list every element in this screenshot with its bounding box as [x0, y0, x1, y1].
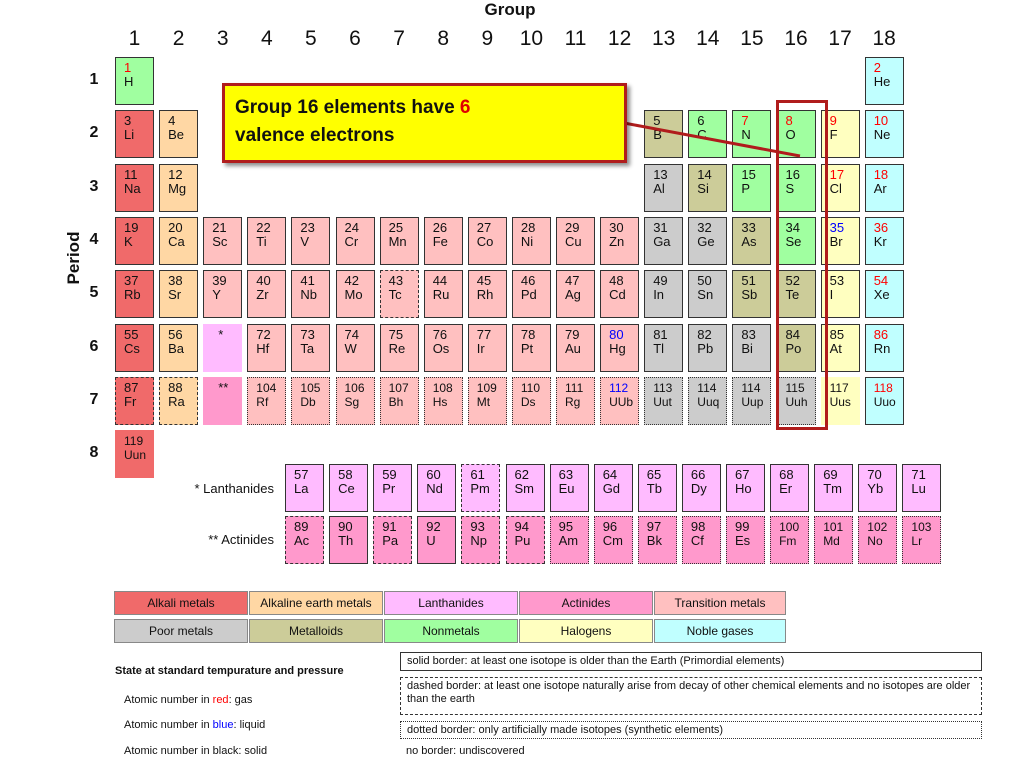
legend-alkaline-earth-metals: Alkaline earth metals	[249, 591, 383, 615]
atomic-number: 18	[873, 166, 889, 182]
atomic-number: 115	[785, 380, 805, 395]
element-symbol: Pb	[697, 340, 714, 356]
element-symbol: Uut	[653, 394, 672, 409]
element-symbol: Ni	[520, 233, 534, 249]
state-gas-suffix: : gas	[228, 694, 253, 706]
legend-halogens: Halogens	[519, 619, 653, 643]
atomic-number: 78	[520, 326, 536, 342]
group-number-9: 9	[481, 27, 494, 50]
element-symbol: H	[124, 74, 134, 89]
element-symbol: Uuq	[697, 394, 720, 409]
element-symbol: Mt	[476, 394, 491, 409]
atomic-number: 41	[300, 273, 315, 289]
atomic-number: 15	[741, 166, 756, 182]
period-axis-title: Period	[64, 231, 83, 285]
element-symbol: Y	[212, 287, 221, 303]
element-symbol: Nd	[426, 481, 443, 496]
callout-line-2: valence electrons	[235, 125, 395, 146]
callout-connector-line	[624, 123, 800, 156]
element-symbol: UUb	[609, 394, 634, 409]
period-number-3: 3	[89, 177, 99, 195]
element-symbol: Fr	[124, 393, 137, 409]
element-symbol: Tl	[653, 340, 665, 356]
atomic-number: 95	[558, 519, 574, 534]
element-symbol: In	[653, 287, 665, 303]
atomic-number: 13	[653, 166, 668, 182]
atomic-number: 75	[388, 326, 404, 342]
element-symbol: B	[653, 127, 662, 143]
group-axis-title: Group	[484, 0, 536, 19]
state-legend-title: State at standard tempurature and pressure	[115, 665, 344, 677]
period-number-1: 1	[89, 71, 99, 88]
atomic-number: 82	[697, 326, 712, 342]
atomic-number: 100	[779, 520, 800, 534]
group-number-2: 2	[172, 27, 185, 50]
element-symbol: Cd	[609, 287, 626, 303]
element-symbol: Es	[735, 533, 751, 548]
element-symbol: Si	[697, 180, 709, 196]
element-symbol: Pm	[470, 481, 490, 496]
state-gas-color-word: red	[212, 694, 229, 706]
atomic-number: 113	[653, 380, 673, 395]
group-number-6: 6	[349, 27, 361, 50]
element-symbol: Er	[779, 481, 793, 496]
element-symbol: Np	[470, 533, 488, 548]
atomic-number: 72	[256, 326, 271, 342]
atomic-number: 50	[697, 273, 712, 289]
legend-transition-metals: Transition metals	[654, 591, 786, 615]
group-number-5: 5	[305, 27, 317, 50]
atomic-number: 39	[212, 273, 227, 289]
group-number-11: 11	[564, 27, 587, 50]
group-number-1: 1	[128, 27, 141, 50]
element-symbol: O	[785, 127, 796, 143]
element-symbol: Bi	[741, 340, 753, 356]
atomic-number: 99	[735, 519, 750, 534]
element-symbol: Na	[124, 180, 141, 196]
element-symbol: Cm	[602, 533, 623, 548]
element-symbol: Be	[168, 127, 184, 143]
atomic-number: 83	[741, 326, 756, 342]
element-symbol: Lr	[911, 534, 923, 548]
state-liquid-prefix: Atomic number in	[124, 719, 213, 731]
atomic-number: 81	[653, 326, 668, 342]
group-number-13: 13	[652, 27, 676, 50]
callout-highlight-number: 6	[459, 97, 471, 118]
element-symbol: Sm	[514, 481, 534, 496]
element-symbol: Te	[785, 287, 800, 303]
atomic-number: 20	[168, 219, 183, 235]
atomic-number: 45	[476, 273, 492, 289]
atomic-number: 84	[785, 326, 800, 342]
element-symbol: U	[426, 533, 436, 548]
element-symbol: Dy	[690, 481, 707, 496]
state-liquid-suffix: : liquid	[233, 719, 266, 731]
atomic-number: 112	[609, 380, 629, 395]
atomic-number: 10	[873, 113, 889, 129]
atomic-number: 33	[741, 219, 756, 235]
atomic-number: 111	[565, 380, 584, 395]
atomic-number: 70	[867, 467, 882, 482]
element-symbol: W	[344, 340, 357, 356]
element-symbol: As	[741, 233, 757, 249]
element-symbol: Hg	[609, 340, 626, 356]
atomic-number: 16	[785, 166, 800, 182]
legend-poor-metals: Poor metals	[114, 619, 248, 643]
atomic-number: 60	[426, 467, 441, 482]
element-symbol: C	[697, 127, 707, 143]
legend-metalloids: Metalloids	[249, 619, 383, 643]
element-symbol: Sr	[168, 287, 182, 303]
atomic-number: 119	[124, 434, 144, 449]
atomic-number: 30	[609, 219, 624, 235]
element-symbol: Cf	[690, 533, 704, 548]
element-symbol: Rb	[124, 287, 141, 303]
group-number-18: 18	[872, 27, 896, 50]
group-number-4: 4	[260, 27, 273, 50]
element-symbol: S	[785, 180, 795, 196]
atomic-number: 85	[829, 326, 845, 342]
state-legend-solid: Atomic number in black: solid	[124, 745, 268, 757]
atomic-number: 4	[168, 113, 176, 129]
border-legend-dashed: dashed border: at least one isotope naturally arise from decay of other chemical elements and no isotopes are older than the earth	[400, 677, 982, 715]
atomic-number: 61	[470, 467, 485, 482]
element-symbol: F	[829, 127, 838, 143]
atomic-number: 23	[300, 219, 315, 235]
atomic-number: 31	[653, 219, 668, 235]
element-symbol: Pa	[382, 533, 399, 548]
element-symbol: Se	[785, 233, 802, 249]
element-symbol: I	[829, 287, 834, 303]
atomic-number: 114	[741, 380, 761, 395]
group-number-14: 14	[696, 27, 720, 50]
element-symbol: Sb	[741, 287, 758, 303]
element-symbol: Uun	[124, 448, 147, 463]
element-symbol: Th	[338, 533, 354, 548]
element-symbol: Ce	[338, 481, 355, 496]
period-number-6: 6	[89, 337, 99, 355]
element-symbol: La	[294, 481, 309, 496]
callout-line-1	[235, 94, 614, 122]
element-symbol: Cl	[829, 180, 842, 196]
element-symbol: Ba	[168, 340, 184, 356]
element-symbol: No	[867, 534, 883, 548]
element-symbol: Au	[565, 340, 581, 356]
atomic-number: 117	[829, 380, 849, 395]
element-symbol: Hs	[432, 394, 448, 409]
atomic-number: 107	[388, 380, 409, 395]
element-symbol: Hf	[256, 340, 270, 356]
group-number-3: 3	[216, 27, 229, 50]
atomic-number: 28	[520, 219, 536, 235]
element-symbol: Ti	[256, 233, 267, 249]
atomic-number: 73	[300, 326, 315, 342]
state-liquid-color-word: blue	[212, 719, 234, 731]
element-symbol: Bh	[388, 394, 404, 409]
atomic-number: 37	[124, 273, 139, 289]
atomic-number: 109	[476, 380, 497, 395]
atomic-number: 77	[476, 326, 492, 342]
atomic-number: 96	[602, 519, 618, 534]
legend-nonmetals: Nonmetals	[384, 619, 518, 643]
period-number-7: 7	[89, 390, 99, 408]
atomic-number: 7	[741, 113, 749, 129]
group-number-15: 15	[740, 27, 764, 50]
atomic-number: 63	[558, 467, 574, 482]
element-symbol: Ga	[653, 233, 671, 249]
element-symbol: Gd	[602, 481, 621, 496]
atomic-number: 104	[256, 380, 277, 395]
element-symbol: Ne	[873, 127, 891, 143]
atomic-number: 8	[785, 113, 793, 129]
atomic-number: 49	[653, 273, 668, 289]
atomic-number: 53	[829, 273, 845, 289]
atomic-number: 44	[432, 273, 448, 289]
group-number-10: 10	[519, 27, 544, 50]
callout-box	[222, 83, 627, 163]
atomic-number: 89	[294, 519, 309, 534]
element-symbol: Fe	[432, 233, 448, 249]
atomic-number: 9	[829, 113, 837, 129]
element-symbol: Ds	[520, 394, 536, 409]
element-symbol: Sn	[697, 287, 714, 303]
element-symbol: Rf	[256, 394, 269, 409]
border-legend-solid: solid border: at least one isotope is older than the Earth (Primordial elements)	[400, 652, 982, 671]
atomic-number: 91	[382, 519, 397, 534]
element-symbol: Pu	[514, 533, 531, 548]
atomic-number: 22	[256, 219, 271, 235]
atomic-number: 76	[432, 326, 448, 342]
atomic-number: 101	[823, 520, 844, 534]
atomic-number: 6	[697, 113, 705, 129]
atomic-number: 102	[867, 520, 888, 534]
atomic-number: 42	[344, 273, 359, 289]
group-number-7: 7	[393, 27, 405, 50]
atomic-number: 27	[476, 219, 492, 235]
element-symbol: He	[873, 74, 891, 89]
element-symbol: Br	[829, 233, 843, 249]
atomic-number: 11	[124, 166, 138, 182]
element-symbol: Po	[785, 340, 802, 356]
element-symbol: Ac	[294, 533, 310, 548]
element-symbol: N	[741, 127, 751, 143]
atomic-number: 67	[735, 467, 750, 482]
atomic-number: 48	[609, 273, 624, 289]
atomic-number: 59	[382, 467, 397, 482]
callout-text-prefix: Group 16 elements have	[235, 97, 460, 118]
atomic-number: 86	[873, 326, 889, 342]
atomic-number: 47	[565, 273, 580, 289]
atomic-number: 1	[124, 60, 132, 75]
atomic-number: 25	[388, 219, 404, 235]
atomic-number: 17	[829, 166, 845, 182]
atomic-number: 97	[646, 519, 662, 534]
atomic-number: 64	[602, 467, 618, 482]
atomic-number: 35	[829, 219, 845, 235]
element-symbol: Ag	[565, 287, 581, 303]
atomic-number: 57	[294, 467, 309, 482]
atomic-number: 38	[168, 273, 183, 289]
atomic-number: 52	[785, 273, 800, 289]
element-symbol: Bk	[646, 533, 662, 548]
element-symbol: Rg	[565, 394, 581, 409]
atomic-number: 114	[697, 380, 717, 395]
element-symbol: Uuh	[785, 394, 808, 409]
atomic-number: 108	[432, 380, 453, 395]
period-number-8: 8	[89, 444, 99, 462]
atomic-number: 118	[873, 380, 893, 395]
atomic-number: 24	[344, 219, 359, 235]
atomic-number: 103	[911, 520, 932, 534]
element-symbol: Re	[388, 340, 406, 356]
legend-lanthanides: Lanthanides	[384, 591, 518, 615]
element-symbol: Kr	[873, 233, 887, 249]
element-symbol: Ho	[735, 481, 752, 496]
actinides-row-label: ** Actinides	[208, 532, 274, 547]
element-symbol: Tm	[823, 481, 842, 496]
atomic-number: *	[218, 326, 224, 342]
element-symbol: Ca	[168, 233, 185, 249]
atomic-number: **	[218, 379, 229, 395]
atomic-number: 94	[514, 519, 529, 534]
atomic-number: 92	[426, 519, 441, 534]
state-gas-prefix: Atomic number in	[124, 694, 213, 706]
element-symbol: Ru	[432, 287, 450, 303]
border-legend-dotted: dotted border: only artificially made isotopes (synthetic elements)	[400, 721, 982, 739]
atomic-number: 34	[785, 219, 800, 235]
border-legend-none: no border: undiscovered	[406, 745, 525, 757]
period-number-4: 4	[89, 230, 99, 248]
atomic-number: 51	[741, 273, 756, 289]
element-symbol: Md	[823, 534, 840, 548]
legend-actinides: Actinides	[519, 591, 653, 615]
atomic-number: 43	[388, 273, 404, 289]
element-symbol: Pt	[520, 340, 534, 356]
atomic-number: 19	[124, 219, 139, 235]
group-number-8: 8	[437, 27, 450, 50]
atomic-number: 21	[212, 219, 227, 235]
element-symbol: P	[741, 180, 751, 196]
element-symbol: Ra	[168, 393, 185, 409]
element-symbol: Os	[432, 340, 450, 356]
element-symbol: Eu	[558, 481, 575, 496]
atomic-number: 54	[873, 273, 889, 289]
element-symbol: Mg	[168, 180, 187, 196]
atomic-number: 26	[432, 219, 448, 235]
element-symbol: Cr	[344, 233, 359, 249]
group-number-16: 16	[784, 27, 808, 50]
atomic-number: 55	[124, 326, 139, 342]
element-symbol: Sg	[344, 394, 360, 409]
element-symbol: Al	[653, 180, 665, 196]
element-symbol: Uuo	[873, 394, 896, 409]
atomic-number: 62	[514, 467, 529, 482]
atomic-number: 2	[873, 60, 881, 75]
element-symbol: Sc	[212, 233, 228, 249]
atomic-number: 71	[911, 467, 926, 482]
atomic-number: 79	[565, 326, 580, 342]
atomic-number: 14	[697, 166, 712, 182]
element-symbol: Rn	[873, 340, 891, 356]
element-symbol: Uus	[829, 394, 851, 409]
atomic-number: 5	[653, 113, 661, 129]
element-symbol: Lu	[911, 481, 926, 496]
element-symbol: Mn	[388, 233, 407, 249]
element-symbol: Mo	[344, 287, 363, 303]
element-symbol: Pr	[382, 481, 396, 496]
atomic-number: 32	[697, 219, 712, 235]
atomic-number: 46	[520, 273, 536, 289]
legend-noble-gases: Noble gases	[654, 619, 786, 643]
element-symbol: Pd	[520, 287, 537, 303]
atomic-number: 69	[823, 467, 838, 482]
atomic-number: 65	[646, 467, 662, 482]
atomic-number: 36	[873, 219, 889, 235]
atomic-number: 110	[520, 380, 541, 395]
element-symbol: Li	[124, 127, 135, 143]
element-symbol: Am	[558, 533, 579, 548]
atomic-number: 40	[256, 273, 271, 289]
element-symbol: Cs	[124, 340, 140, 356]
element-symbol: Ge	[697, 233, 715, 249]
element-symbol: Fm	[779, 534, 797, 548]
element-symbol: Zr	[256, 287, 269, 303]
period-number-2: 2	[89, 124, 99, 142]
element-symbol: Ar	[873, 180, 887, 196]
group-number-12: 12	[607, 27, 632, 50]
period-number-5: 5	[89, 284, 99, 302]
element-symbol: Xe	[873, 287, 890, 303]
element-symbol: Cu	[565, 233, 582, 249]
element-symbol: Db	[300, 394, 316, 409]
element-symbol: At	[829, 340, 842, 356]
atomic-number: 98	[690, 519, 706, 534]
element-symbol: Tb	[646, 481, 662, 496]
element-symbol: Rh	[476, 287, 494, 303]
element-symbol: Tc	[388, 287, 402, 303]
group-number-17: 17	[828, 27, 852, 50]
atomic-number: 88	[168, 379, 183, 395]
lanthanides-row-label: * Lanthanides	[194, 481, 274, 496]
atomic-number: 74	[344, 326, 359, 342]
element-symbol: Ir	[476, 340, 485, 356]
atomic-number: 80	[609, 326, 624, 342]
element-symbol: Nb	[300, 287, 318, 303]
atomic-number: 87	[124, 379, 139, 395]
element-symbol: Uup	[741, 394, 764, 409]
atomic-number: 68	[779, 467, 794, 482]
atomic-number: 106	[344, 380, 365, 395]
atomic-number: 3	[124, 113, 132, 129]
element-symbol: Zn	[609, 233, 625, 249]
element-symbol: K	[124, 233, 133, 249]
legend-alkali-metals: Alkali metals	[114, 591, 248, 615]
atomic-number: 56	[168, 326, 183, 342]
atomic-number: 90	[338, 519, 353, 534]
element-symbol: Ta	[300, 340, 315, 356]
atomic-number: 29	[565, 219, 580, 235]
atomic-number: 93	[470, 519, 485, 534]
atomic-number: 58	[338, 467, 353, 482]
atomic-number: 12	[168, 166, 183, 182]
atomic-number: 105	[300, 380, 321, 395]
element-symbol: Co	[476, 233, 494, 249]
element-symbol: V	[300, 233, 310, 249]
element-symbol: Yb	[867, 481, 884, 496]
atomic-number: 66	[690, 467, 706, 482]
